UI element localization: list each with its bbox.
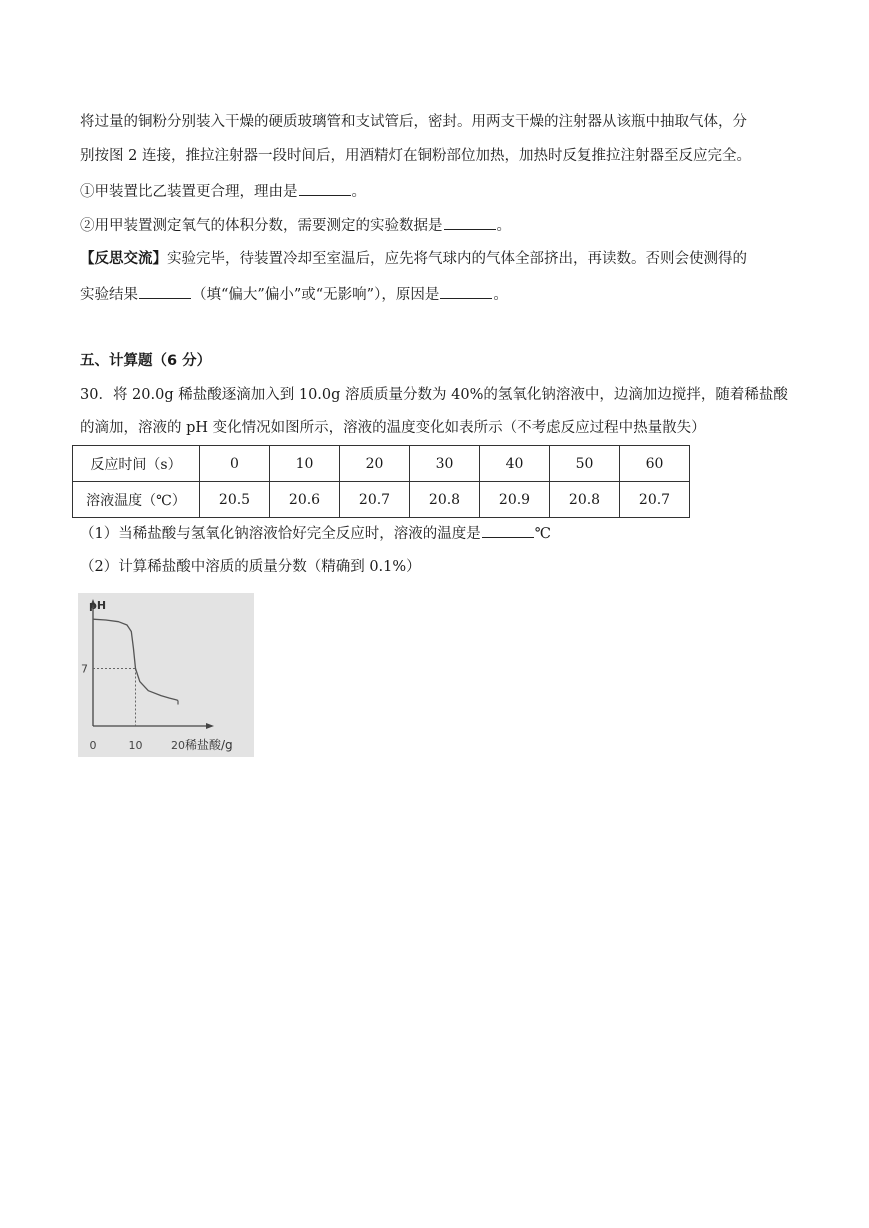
answer-blank[interactable]	[482, 523, 534, 538]
table-cell: 40	[480, 446, 550, 482]
table-cell: 10	[270, 446, 340, 482]
table-cell: 60	[620, 446, 690, 482]
temperature-table	[72, 445, 690, 518]
table-row	[73, 446, 690, 482]
question-1-text: ①甲装置比乙装置更合理，理由是	[80, 184, 298, 200]
answer-blank[interactable]	[139, 284, 191, 299]
x-tick-label: 0	[89, 739, 97, 752]
y-axis-label: pH	[89, 599, 107, 612]
x-tick-label: 20	[171, 739, 185, 752]
answer-blank[interactable]	[299, 181, 351, 196]
ph-chart-svg	[78, 593, 254, 757]
table-cell: 20.5	[200, 482, 270, 518]
answer-blank[interactable]	[444, 215, 496, 230]
question-2	[80, 215, 511, 236]
table-row-header: 反应时间（s）	[73, 446, 200, 482]
table-cell: 20.8	[410, 482, 480, 518]
text-line: 别按图 2 连接，推拉注射器一段时间后，用酒精灯在铜粉部位加热，加热时反复推拉注射器至反应完全。	[80, 148, 751, 164]
sub-question-1-text: （1）当稀盐酸与氢氧化钠溶液恰好完全反应时，溶液的温度是	[80, 526, 481, 542]
unit-label: ℃	[534, 526, 551, 542]
text-segment: （填“偏大”偏小”或“无影响”），原因是	[192, 287, 440, 303]
table-cell: 20.7	[340, 482, 410, 518]
paragraph-line	[80, 112, 747, 132]
table-cell: 20.8	[550, 482, 620, 518]
text-line: 的滴加，溶液的 pH 变化情况如图所示，溶液的温度变化如表所示（不考虑反应过程中热量散失）	[80, 420, 706, 436]
table-cell: 30	[410, 446, 480, 482]
question-2-text: ②用甲装置测定氧气的体积分数，需要测定的实验数据是	[80, 218, 443, 234]
reflection-paragraph	[80, 249, 747, 269]
text-segment: 实验结果	[80, 287, 138, 303]
reflection-tag: 【反思交流】	[80, 251, 167, 267]
question-30-line-1	[80, 385, 788, 405]
punctuation: 。	[496, 218, 511, 234]
paragraph-line	[80, 146, 751, 166]
ph-curve	[93, 619, 178, 700]
sub-question-1	[80, 523, 551, 544]
punctuation: 。	[351, 184, 366, 200]
question-30-line-2	[80, 418, 706, 438]
table-row-header: 溶液温度（℃）	[73, 482, 200, 518]
section-title: 五、计算题（6 分）	[80, 353, 212, 369]
reflection-line-2	[80, 284, 508, 305]
sub-question-2	[80, 557, 421, 577]
table-cell: 50	[550, 446, 620, 482]
sub-question-2-text: （2）计算稀盐酸中溶质的质量分数（精确到 0.1%）	[80, 559, 421, 575]
text-line: 将过量的铜粉分别装入干燥的硬质玻璃管和支试管后，密封。用两支干燥的注射器从该瓶中抽取气体，分	[80, 114, 747, 130]
table-cell: 20.9	[480, 482, 550, 518]
x-axis-label: 稀盐酸/g	[185, 738, 233, 752]
table-cell: 20.6	[270, 482, 340, 518]
table-cell: 20	[340, 446, 410, 482]
question-1	[80, 181, 366, 202]
x-axis-arrow	[206, 723, 214, 729]
table-cell: 20.7	[620, 482, 690, 518]
reflection-text: 实验完毕，待装置冷却至室温后，应先将气球内的气体全部挤出，再读数。否则会使测得的	[167, 251, 747, 267]
punctuation: 。	[493, 287, 508, 303]
x-tick-label: 10	[128, 739, 143, 752]
table-row	[73, 482, 690, 518]
text-line: 30．将 20.0g 稀盐酸逐滴加入到 10.0g 溶质质量分数为 40%的氢氧化钠溶液中，边滴加边搅拌，随着稀盐酸	[80, 387, 788, 403]
answer-blank[interactable]	[440, 284, 492, 299]
y-tick-label: 7	[81, 662, 88, 676]
table-cell: 0	[200, 446, 270, 482]
ph-chart	[78, 593, 254, 757]
